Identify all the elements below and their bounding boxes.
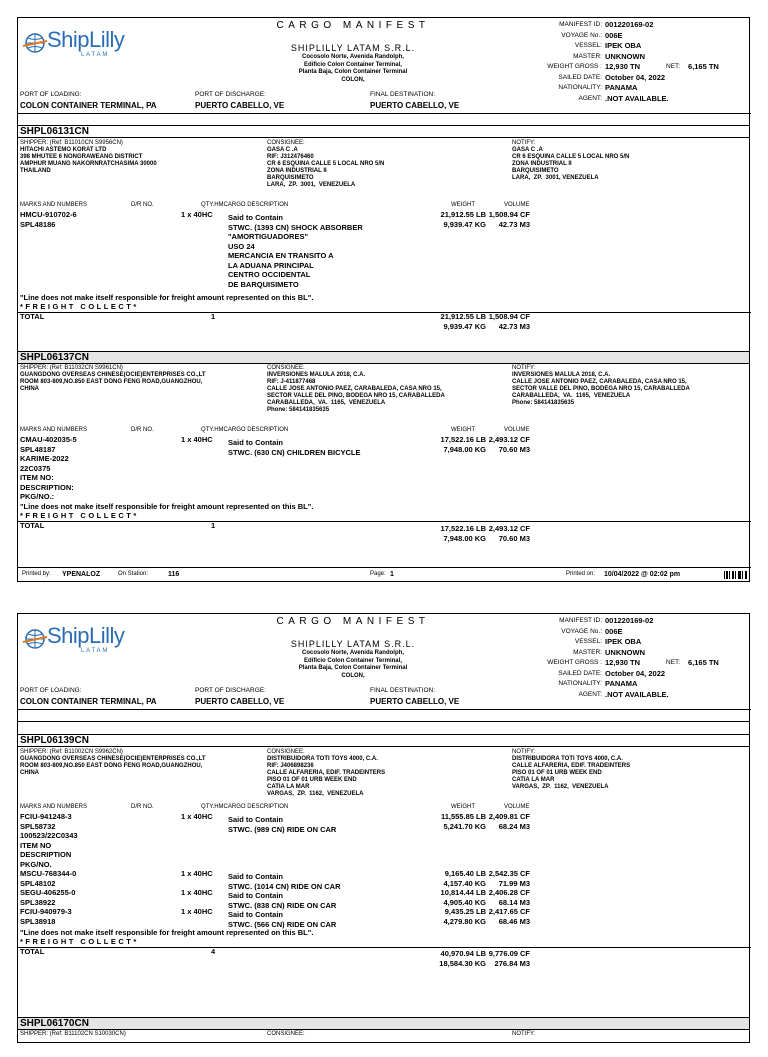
total-volume: 9,776.09 CF 276.84 M3 — [488, 949, 530, 968]
volume-header: VOLUME — [504, 427, 530, 433]
net-weight: 6,165 TN — [688, 62, 719, 71]
notify-text: GASA C .A CR 6 ESQUINA CALLE 5 LOCAL NRO 5/N ZONA INDUSTRIAL II BARQUISIMETO LARA, ZP. 3001, VENEZUELA — [512, 147, 630, 181]
manifest-title: CARGO MANIFEST — [276, 616, 430, 627]
bl-section — [18, 1017, 749, 1057]
total-qty: 4 — [211, 947, 216, 956]
final-destination: PUERTO CABELLO, VE — [370, 697, 460, 706]
vessel-name: IPEK OBA — [605, 41, 642, 50]
manifest-id: 001220169-02 — [605, 616, 654, 625]
dr-header: D/R NO. — [131, 804, 154, 810]
qty-header: QTY.HMCARGO DESCRIPTION — [201, 427, 289, 433]
notify-label: NOTIFY: — [512, 365, 536, 371]
cargo-description: Said to Contain STWC. (630 CN) CHILDREN BICYCLE — [228, 438, 361, 457]
qty-header: QTY.HMCARGO DESCRIPTION — [201, 804, 289, 810]
volume-text: 2,409.81 CF 68.24 M3 2,542.35 CF 71.99 M3 2,406.28 CF 68.14 M3 2,417.65 CF 68.46 M3 — [488, 812, 530, 926]
port-of-discharge-label: PORT OF DISCHARGE: — [195, 91, 266, 98]
qty-text: 1 x 40HC 1 x 40HC 1 x 40HC 1 x 40HC — [181, 812, 213, 916]
volume-text: 2,493.12 CF 70.60 M3 — [488, 435, 530, 454]
shipper-label: SHIPPER: (Ref: B11002CN S9962CN) — [20, 749, 123, 755]
total-qty: 1 — [211, 521, 216, 530]
net-weight: 6,165 TN — [688, 658, 719, 667]
company-address: Cocosolo Norte, Avenida Randolph, Edificio Colon Container Terminal, Planta Baja, Colon Container Terminal COLON, — [298, 650, 408, 679]
vessel-name: IPEK OBA — [605, 637, 642, 646]
nationality: PANAMA — [605, 679, 638, 688]
bl-number: SHPL06139CN — [18, 735, 749, 747]
logo-text: ShipLilly — [47, 623, 125, 648]
bl-section — [18, 351, 749, 566]
page-number: 1 — [390, 571, 394, 578]
port-of-loading-label: PORT OF LOADING: — [20, 91, 82, 98]
weight-text: 11,555.85 LB 5,241.70 KG 9,165.40 LB 4,157.40 KG 10,814.44 LB 4,905.40 KG 9,435.25 LB 4,279.80 KG — [440, 812, 486, 926]
company-address: Cocosolo Norte, Avenida Randolph, Edificio Colon Container Terminal, Planta Baja, Colon Container Terminal COLON, — [298, 54, 408, 83]
bl-number: SHPL06137CN — [18, 352, 749, 364]
title-block — [258, 20, 448, 84]
port-of-loading: COLON CONTAINER TERMINAL, PA — [20, 697, 157, 706]
logo-subtext: LATAM — [81, 648, 110, 654]
page-footer: Printed by: YPENALOZ On Station: 116 Page: 1 Printed on: 10/04/2022 @ 02:02 pm — [18, 567, 751, 581]
consignee-text: INVERSIONES MALULA 2018, C.A. RIF: J-411877468 CALLE JOSE ANTONIO PAEZ, CARABALEDA, CASA NRO 15, SECTOR VALLE DEL PINO, BODEGA NRO 15, CARABALLEDA CARABALLEDA, VA. 1165, VENEZUELA Phone: 584141835635 — [267, 372, 445, 413]
globe-ship-icon — [22, 626, 48, 652]
volume-header: VOLUME — [504, 202, 530, 208]
total-weight: 17,522.16 LB 7,948.00 KG — [440, 524, 486, 543]
bl-section — [18, 126, 749, 351]
total-volume: 1,508.94 CF 42.73 M3 — [488, 312, 530, 331]
logo-subtext: LATAM — [81, 52, 110, 58]
freight-collect: *FREIGHT COLLECT* — [20, 937, 139, 946]
sailed-date: October 04, 2022 — [605, 668, 666, 678]
station: 116 — [168, 571, 180, 578]
shipper-text: GUANGDONG OVERSEAS CHINESE(OCIE)ENTERPRISES CO.,LT ROOM 803-809,NO.850 EAST DONG FENG ROAD,GUANGZHOU, CHINA — [20, 372, 206, 392]
line-note: "Line does not make itself responsible for freight amount represented on this BL". — [20, 502, 314, 511]
total-label: TOTAL — [20, 312, 45, 321]
sailed-date: October 04, 2022 — [605, 72, 666, 82]
consignee-text: DISTRIBUIDORA TOTI TOYS 4000, C.A. RIF: J406898236 CALLE ALFARERIA, EDIF. TRADEINTERS PISO 01 OF 01 URB WEEK END CATIA LA MAR VARGAS, ZP. 1162, VENEZUELA — [267, 756, 386, 797]
title-block — [258, 616, 448, 680]
company-name: SHIPLILLY LATAM S.R.L. — [290, 639, 416, 649]
weight-header: WEIGHT — [451, 427, 475, 433]
agent: .NOT AVAILABLE. — [605, 689, 669, 699]
master-name: UNKNOWN — [605, 647, 645, 657]
logo-text: ShipLilly — [47, 27, 125, 52]
qty-header: QTY.HMCARGO DESCRIPTION — [201, 202, 289, 208]
bl-number: SHPL06170CN — [18, 1018, 749, 1030]
shiplilly-logo — [22, 620, 142, 658]
consignee-label: CONSIGNEE: — [267, 749, 305, 755]
printed-by: YPENALOZ — [62, 571, 101, 578]
divider — [18, 113, 751, 114]
marks-header: MARKS AND NUMBERS — [20, 202, 88, 208]
divider — [18, 709, 751, 710]
port-of-discharge: PUERTO CABELLO, VE — [195, 101, 285, 110]
printed-on: 10/04/2022 @ 02:02 pm — [604, 571, 681, 578]
line-note: "Line does not make itself responsible for freight amount represented on this BL". — [20, 928, 314, 937]
marks-header: MARKS AND NUMBERS — [20, 804, 88, 810]
freight-collect: *FREIGHT COLLECT* — [20, 302, 139, 311]
weight-header: WEIGHT — [451, 804, 475, 810]
notify-label: NOTIFY: — [512, 1031, 536, 1037]
marks-header: MARKS AND NUMBERS — [20, 427, 88, 433]
port-of-loading-label: PORT OF LOADING: — [20, 687, 82, 694]
volume-text: 1,508.94 CF 42.73 M3 — [488, 210, 530, 229]
final-destination: PUERTO CABELLO, VE — [370, 101, 460, 110]
gross-weight: 12,930 TN — [605, 658, 641, 667]
port-of-discharge: PUERTO CABELLO, VE — [195, 697, 285, 706]
final-destination-label: FINAL DESTINATION: — [370, 687, 436, 694]
cargo-description: Said to Contain STWC. (1393 CN) SHOCK ABSORBER "AMORTIGUADORES" USO 24 MERCANCIA EN TRANSITO A LA ADUANA PRINCIPAL CENTRO OCCIDENTAL DE BARQUISIMETO — [228, 213, 363, 289]
shipper-text: GUANGDONG OVERSEAS CHINESE(OCIE)ENTERPRISES CO.,LT ROOM 803-809,NO.850 EAST DONG FENG ROAD,GUANGZHOU, CHINA — [20, 756, 206, 776]
cargo-description: Said to Contain STWC. (989 CN) RIDE ON CAR Said to Contain STWC. (1014 CN) RIDE ON CAR Said to Contain STWC. (838 CN) RIDE ON CAR Said to Contain STWC. (566 CN) RIDE ON CAR — [228, 815, 341, 929]
shipper-text: HITACHI ASTEMO KORAT LTD 398 MHUTEE 6 NONGRAWEANG DISTRICT AMPHUR MUANG NAKORNRATCHASIMA 30000 THAILAND — [20, 147, 157, 174]
volume-header: VOLUME — [504, 804, 530, 810]
dr-header: D/R NO. — [131, 202, 154, 208]
gross-weight: 12,930 TN — [605, 62, 641, 71]
shiplilly-logo — [22, 24, 142, 62]
total-label: TOTAL — [20, 521, 45, 530]
qty-text: 1 x 40HC — [181, 210, 213, 219]
weight-text: 17,522.16 LB 7,948.00 KG — [440, 435, 486, 454]
final-destination-label: FINAL DESTINATION: — [370, 91, 436, 98]
bl-number: SHPL06131CN — [18, 126, 749, 138]
manifest-id: 001220169-02 — [605, 20, 654, 29]
shipper-label: SHIPPER: (Ref: B11010CN S9956CN) — [20, 140, 123, 146]
manifest-page-2 — [17, 613, 750, 1043]
port-of-discharge-label: PORT OF DISCHARGE: — [195, 687, 266, 694]
globe-ship-icon — [22, 30, 48, 56]
shipper-label: SHIPPER: (Ref: B11032CN S9961CN) — [20, 365, 123, 371]
consignee-label: CONSIGNEE: — [267, 140, 305, 146]
barcode-icon — [724, 571, 748, 579]
company-name: SHIPLILLY LATAM S.R.L. — [290, 43, 416, 53]
total-label: TOTAL — [20, 947, 45, 956]
dr-header: D/R NO. — [131, 427, 154, 433]
manifest-header — [18, 614, 749, 722]
agent: .NOT AVAILABLE. — [605, 93, 669, 103]
master-name: UNKNOWN — [605, 51, 645, 61]
bl-section — [18, 734, 749, 1017]
notify-text: DISTRIBUIDORA TOTI TOYS 4000, C.A. CALLE ALFARERIA, EDIF. TRADEINTERS PISO 01 OF 01 URB WEEK END CATIA LA MAR VARGAS, ZP. 1162, VENEZUELA — [512, 756, 631, 790]
notify-label: NOTIFY: — [512, 140, 536, 146]
total-qty: 1 — [211, 312, 216, 321]
notify-text: INVERSIONES MALULA 2018, C.A. CALLE JOSE ANTONIO PAEZ, CARABALEDA, CASA NRO 15, SECTOR VALLE DEL PINO, BODEGA NRO 15, CARABALLEDA CARABALLEDA, VA. 1165, VENEZUELA Phone: 584141835635 — [512, 372, 690, 406]
total-volume: 2,493.12 CF 70.60 M3 — [488, 524, 530, 543]
port-of-loading: COLON CONTAINER TERMINAL, PA — [20, 101, 157, 110]
voyage-number: 006E — [605, 30, 623, 40]
voyage-number: 006E — [605, 626, 623, 636]
manifest-title: CARGO MANIFEST — [276, 20, 430, 31]
marks-text: HMCU-910702-6 SPL48186 — [20, 210, 77, 229]
marks-text: CMAU-402035-5 SPL48187 KARIME-2022 22C0375 ITEM NO: DESCRIPTION: PKG/NO.: — [20, 435, 77, 501]
manifest-meta: MANIFEST ID: 001220169-02 VOYAGE No.: 006E VESSEL: IPEK OBA MASTER: UNKNOWN WEIGHT GROSS : 12,930 TN NET: 6,165 TN SAILED DATE: October 04, 2022 NATIONALITY: PANAMA AGENT: .NOT AVAILABLE. — [547, 20, 719, 103]
marks-text: FCIU-941248-3 SPL58732 100523/22C0343 ITEM NO DESCRIPTION PKG/NO. MSCU-768344-0 SPL48102 SEGU-406255-0 SPL38922 FCIU-940979-3 SPL38918 — [20, 812, 78, 926]
freight-collect: *FREIGHT COLLECT* — [20, 511, 139, 520]
weight-header: WEIGHT — [451, 202, 475, 208]
consignee-label: CONSIGNEE: — [267, 1031, 305, 1037]
total-weight: 21,912.55 LB 9,939.47 KG — [440, 312, 486, 331]
manifest-meta: MANIFEST ID: 001220169-02 VOYAGE No.: 006E VESSEL: IPEK OBA MASTER: UNKNOWN WEIGHT GROSS : 12,930 TN NET: 6,165 TN SAILED DATE: October 04, 2022 NATIONALITY: PANAMA AGENT: .NOT AVAILABLE. — [547, 616, 719, 699]
manifest-header — [18, 18, 749, 126]
shipper-label: SHIPPER: (Ref: B11102CN S10030CN) — [20, 1031, 126, 1037]
line-note: "Line does not make itself responsible for freight amount represented on this BL". — [20, 293, 314, 302]
manifest-page-1 — [17, 17, 750, 582]
qty-text: 1 x 40HC — [181, 435, 213, 444]
nationality: PANAMA — [605, 83, 638, 92]
notify-label: NOTIFY: — [512, 749, 536, 755]
consignee-label: CONSIGNEE: — [267, 365, 305, 371]
consignee-text: GASA C .A RIF: J312476460 CR 6 ESQUINA CALLE 5 LOCAL NRO 5/N ZONA INDUSTRIAL II BARQUISIMETO LARA, ZP. 3001, VENEZUELA — [267, 147, 385, 188]
total-weight: 40,970.94 LB 18,584.30 KG — [439, 949, 486, 968]
weight-text: 21,912.55 LB 9,939.47 KG — [440, 210, 486, 229]
